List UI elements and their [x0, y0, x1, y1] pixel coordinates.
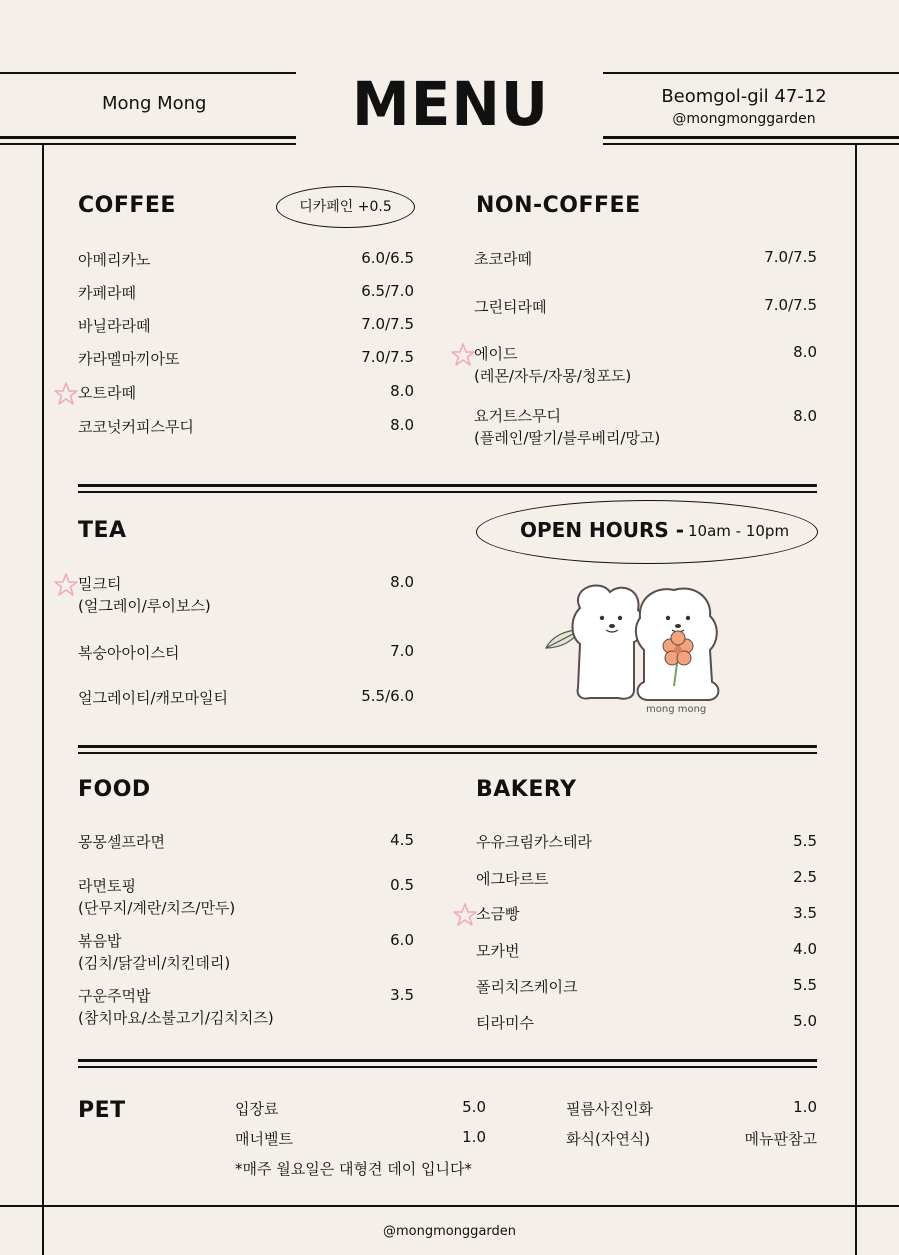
coffee-section-title: COFFEE: [78, 193, 176, 218]
menu-item: 화식(자연식): [566, 1130, 651, 1148]
menu-item-price: 4.5: [390, 831, 414, 849]
menu-item: 몽몽셀프라면: [78, 833, 165, 851]
hours-time: 10am - 10pm: [688, 522, 790, 540]
section-divider-thin: [78, 752, 817, 754]
menu-item-price: 8.0: [793, 343, 817, 361]
star-icon: [450, 342, 476, 368]
illustration-caption: mong mong: [646, 704, 707, 715]
menu-item-price: 1.0: [462, 1128, 486, 1146]
pet-section-title: PET: [78, 1098, 126, 1123]
menu-item-price: 8.0: [390, 382, 414, 400]
menu-item-price: 5.0: [793, 1012, 817, 1030]
menu-item-price: 5.5/6.0: [361, 687, 414, 705]
menu-item-price: 5.5: [793, 832, 817, 850]
menu-item: 볶음밥 (김치/닭갈비/치킨데리): [78, 932, 231, 972]
section-divider: [78, 484, 817, 487]
menu-item: 입장료: [235, 1100, 279, 1118]
store-name: Mong Mong: [102, 93, 207, 114]
decaf-note: 디카페인 +0.5: [299, 199, 392, 215]
menu-item-price: 메뉴판참고: [744, 1130, 817, 1148]
menu-item: 코코넛커피스무디: [78, 418, 194, 436]
section-divider-thin: [78, 491, 817, 493]
menu-item-price: 3.5: [390, 986, 414, 1004]
menu-item: 소금빵: [476, 905, 520, 923]
menu-item: 티라미수: [476, 1014, 534, 1032]
bakery-section-title: BAKERY: [476, 777, 577, 802]
menu-item: 필름사진인화: [566, 1100, 653, 1118]
menu-item-price: 7.0: [390, 642, 414, 660]
section-divider: [78, 745, 817, 748]
section-divider-thin: [78, 1066, 817, 1068]
star-icon: [53, 572, 79, 598]
menu-item-price: 8.0: [390, 573, 414, 591]
pet-day-note: *매주 월요일은 대형견 데이 입니다*: [235, 1160, 472, 1178]
menu-item-price: 7.0/7.5: [361, 315, 414, 333]
menu-item: 매너벨트: [235, 1130, 293, 1148]
menu-item-price: 6.5/7.0: [361, 282, 414, 300]
menu-item-price: 2.5: [793, 868, 817, 886]
menu-item-price: 4.0: [793, 940, 817, 958]
dogs-illustration-icon: [540, 578, 730, 718]
tea-section-title: TEA: [78, 518, 127, 543]
menu-item: 밀크티 (얼그레이/루이보스): [78, 575, 211, 615]
menu-item: 에그타르트: [476, 870, 549, 888]
menu-item-price: 1.0: [793, 1098, 817, 1116]
menu-item: 카라멜마끼아또: [78, 350, 180, 368]
star-icon: [53, 381, 79, 407]
menu-item: 모카번: [476, 942, 520, 960]
menu-item-price: 5.5: [793, 976, 817, 994]
hours-label: OPEN HOURS -: [520, 518, 685, 542]
menu-item-price: 7.0/7.5: [361, 348, 414, 366]
menu-item: 에이드 (레몬/자두/자몽/청포도): [474, 345, 632, 385]
menu-item-price: 7.0/7.5: [764, 296, 817, 314]
instagram-handle: @mongmonggarden: [672, 111, 816, 127]
menu-item: 라면토핑 (단무지/계란/치즈/만두): [78, 877, 236, 917]
menu-item-price: 6.0/6.5: [361, 249, 414, 267]
menu-item-price: 5.0: [462, 1098, 486, 1116]
address-block: [659, 86, 829, 127]
menu-item: 얼그레이티/캐모마일티: [78, 689, 228, 707]
address-text: Beomgol-gil 47-12: [661, 86, 827, 107]
menu-item: 요거트스무디 (플레인/딸기/블루베리/망고): [474, 407, 661, 447]
menu-item-price: 0.5: [390, 876, 414, 894]
menu-item: 오트라떼: [78, 384, 136, 402]
page-title: MENU: [352, 68, 549, 140]
menu-item-price: 6.0: [390, 931, 414, 949]
menu-item: 폴리치즈케이크: [476, 978, 578, 996]
menu-item: 복숭아아이스티: [78, 644, 180, 662]
menu-item: 초코라떼: [474, 250, 532, 268]
menu-item-price: 7.0/7.5: [764, 248, 817, 266]
menu-item: 그린티라떼: [474, 298, 547, 316]
food-section-title: FOOD: [78, 777, 151, 802]
menu-item: 카페라떼: [78, 284, 136, 302]
menu-item: 우유크림카스테라: [476, 833, 592, 851]
noncoffee-section-title: NON-COFFEE: [476, 193, 641, 218]
menu-item-price: 3.5: [793, 904, 817, 922]
menu-item: 아메리카노: [78, 251, 151, 269]
menu-item-price: 8.0: [390, 416, 414, 434]
star-icon: [452, 902, 478, 928]
footer-instagram: @mongmonggarden: [382, 1224, 517, 1239]
menu-item: 구운주먹밥 (참치마요/소불고기/김치치즈): [78, 987, 274, 1027]
menu-item-price: 8.0: [793, 407, 817, 425]
menu-item: 바닐라라떼: [78, 317, 151, 335]
section-divider: [78, 1059, 817, 1062]
